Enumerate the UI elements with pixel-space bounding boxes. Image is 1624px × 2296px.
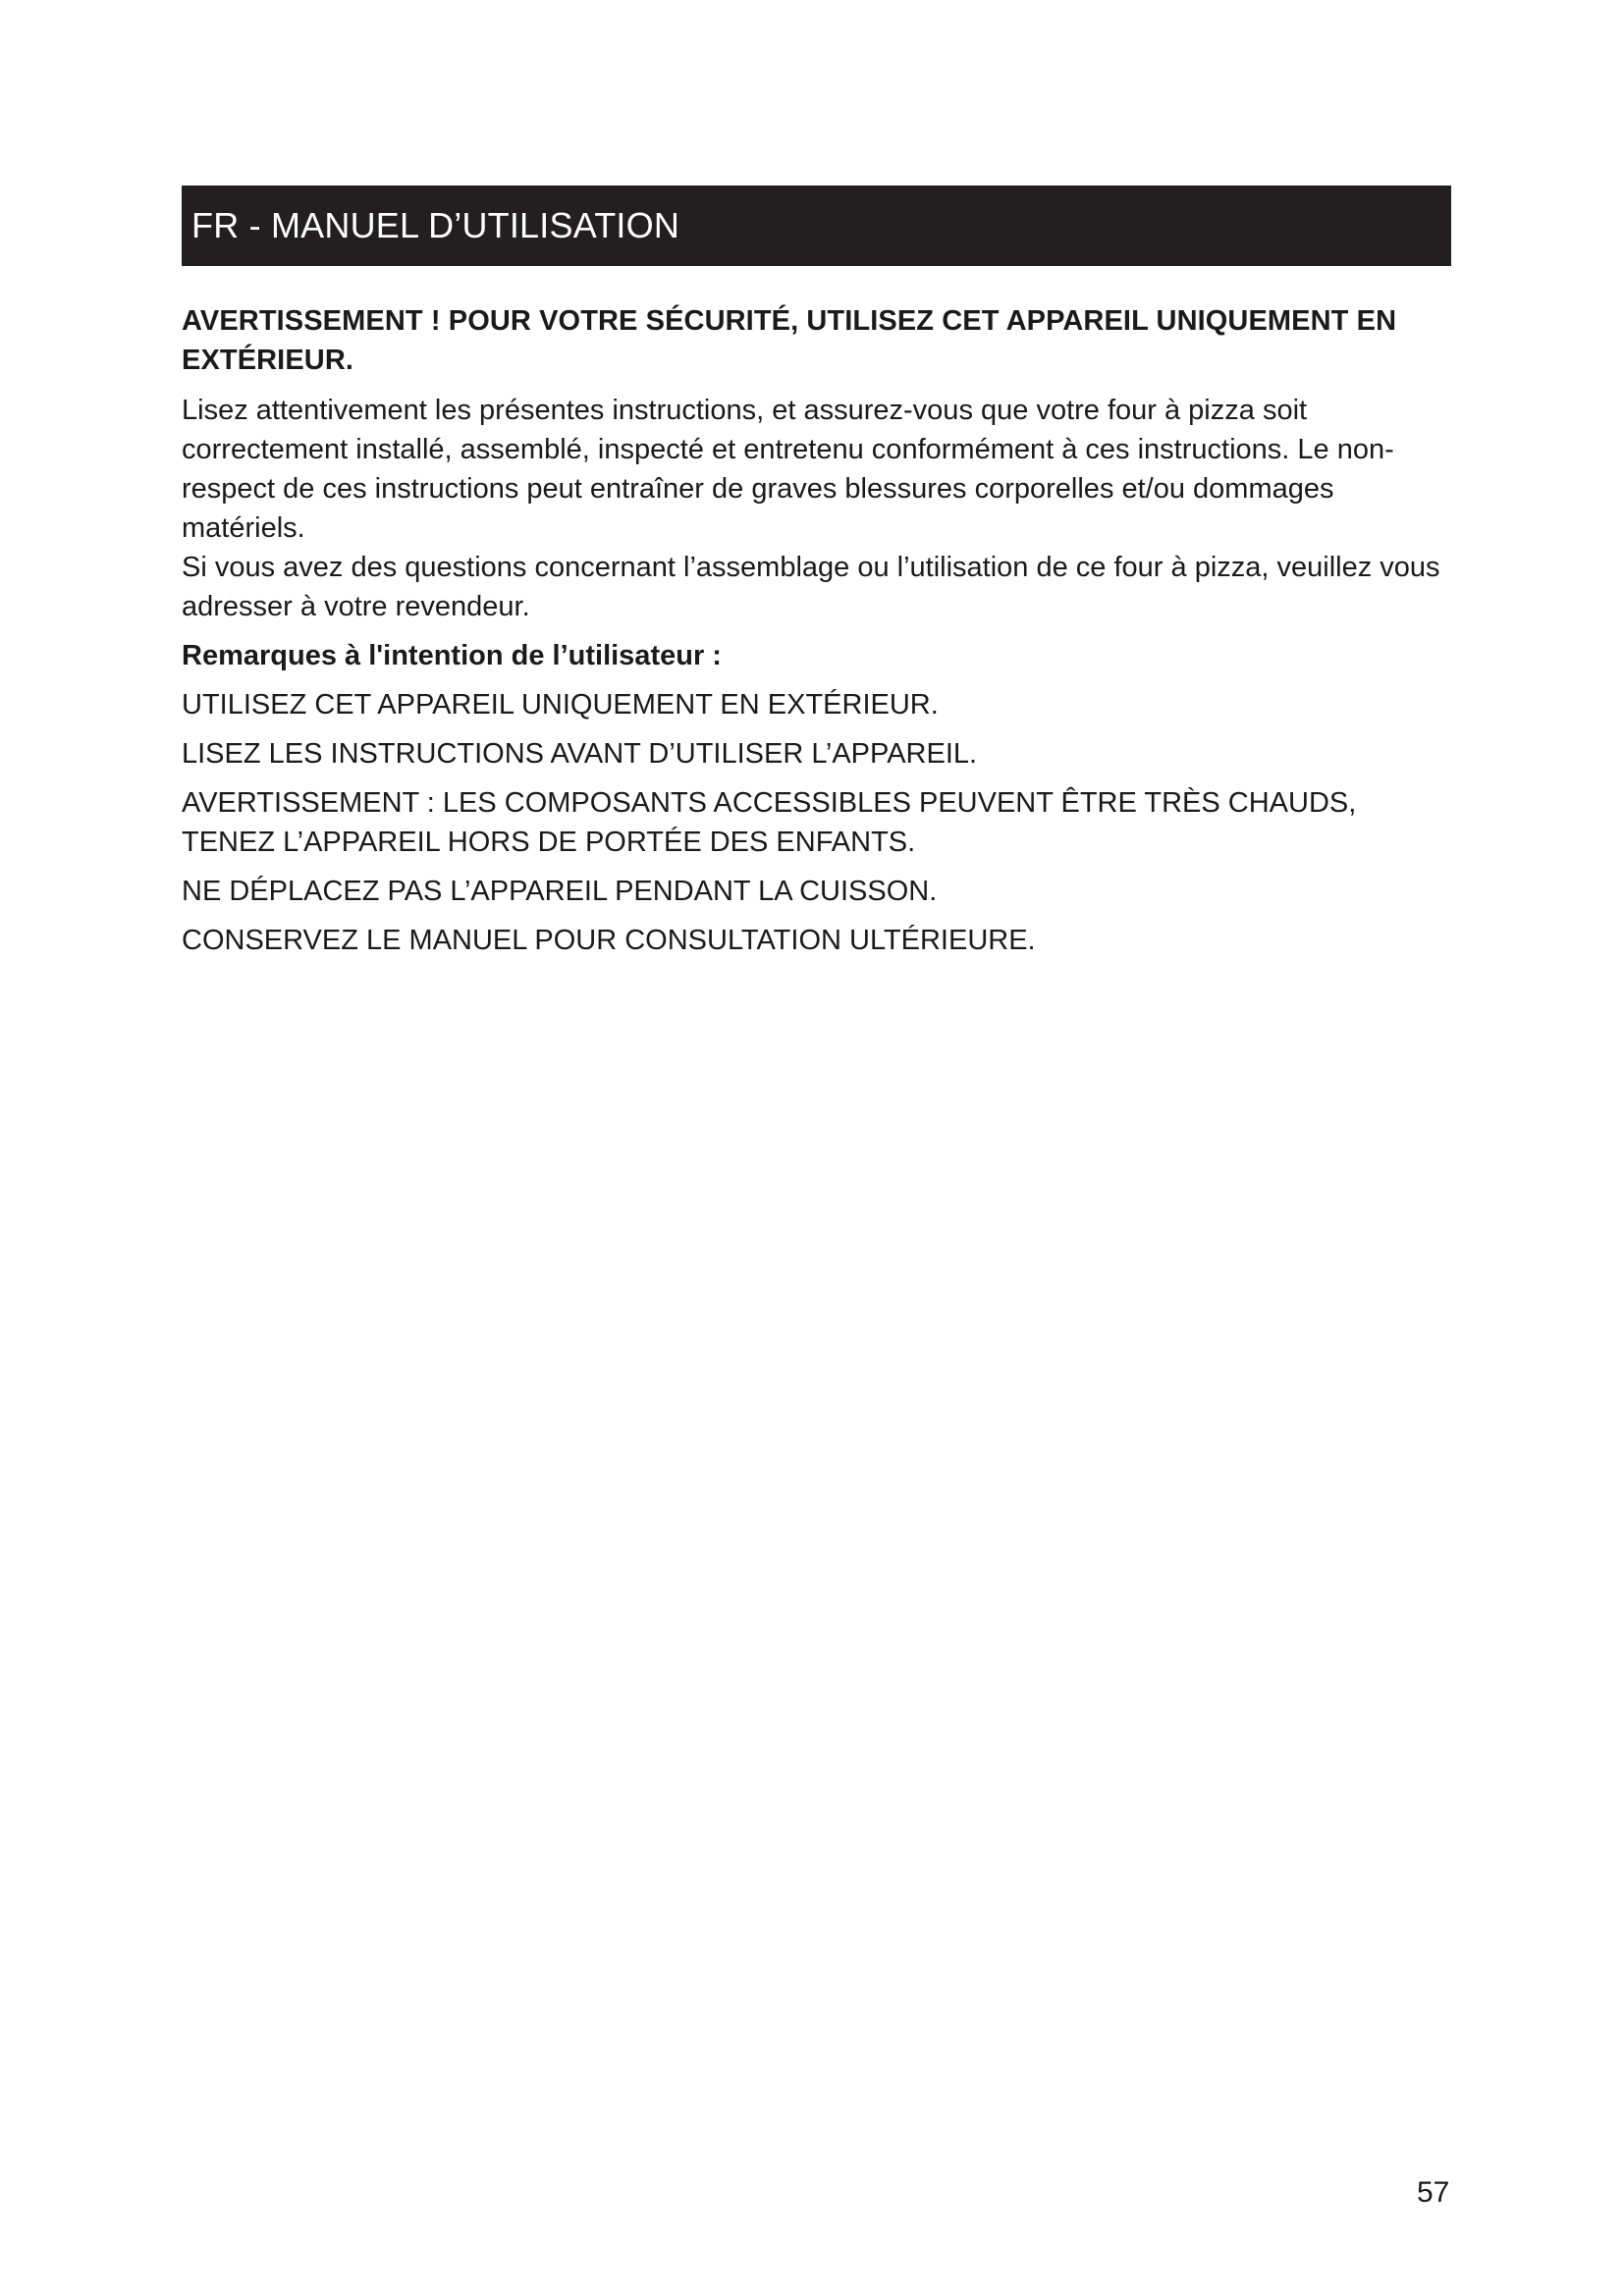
notice-read-instructions: LISEZ LES INSTRUCTIONS AVANT D’UTILISER L’APPAREIL. <box>182 738 978 770</box>
intro-paragraph-1: Lisez attentivement les présentes instructions, et assurez-vous que votre four à pizza soit correctement installé, assemblé, inspecté et entretenu conformément à ces instructions. Le non-respect de ces instructions peut entraîner de graves blessures corporelles et/ou dommages matériels. <box>182 395 1394 544</box>
page-number: 57 <box>1417 2176 1450 2209</box>
page-content <box>182 186 1451 960</box>
safety-warning-heading: AVERTISSEMENT ! POUR VOTRE SÉCURITÉ, UTILISEZ CET APPAREIL UNIQUEMENT EN EXTÉRIEUR. <box>182 305 1397 376</box>
header-bar <box>182 186 1451 266</box>
user-remarks-heading: Remarques à l'intention de l’utilisateur : <box>182 640 722 671</box>
notice-hot-components: AVERTISSEMENT : LES COMPOSANTS ACCESSIBLES PEUVENT ÊTRE TRÈS CHAUDS, TENEZ L’APPAREIL HORS DE PORTÉE DES ENFANTS. <box>182 787 1357 858</box>
intro-paragraph <box>182 391 1451 626</box>
notice-do-not-move: NE DÉPLACEZ PAS L’APPAREIL PENDANT LA CUISSON. <box>182 876 938 907</box>
notice-keep-manual: CONSERVEZ LE MANUEL POUR CONSULTATION ULTÉRIEURE. <box>182 925 1036 956</box>
page-title: FR - MANUEL D’UTILISATION <box>191 205 680 245</box>
notice-outdoor-use: UTILISEZ CET APPAREIL UNIQUEMENT EN EXTÉRIEUR. <box>182 689 939 721</box>
intro-paragraph-2: Si vous avez des questions concernant l’assemblage ou l’utilisation de ce four à pizza, veuillez vous adresser à votre revendeur. <box>182 552 1440 622</box>
